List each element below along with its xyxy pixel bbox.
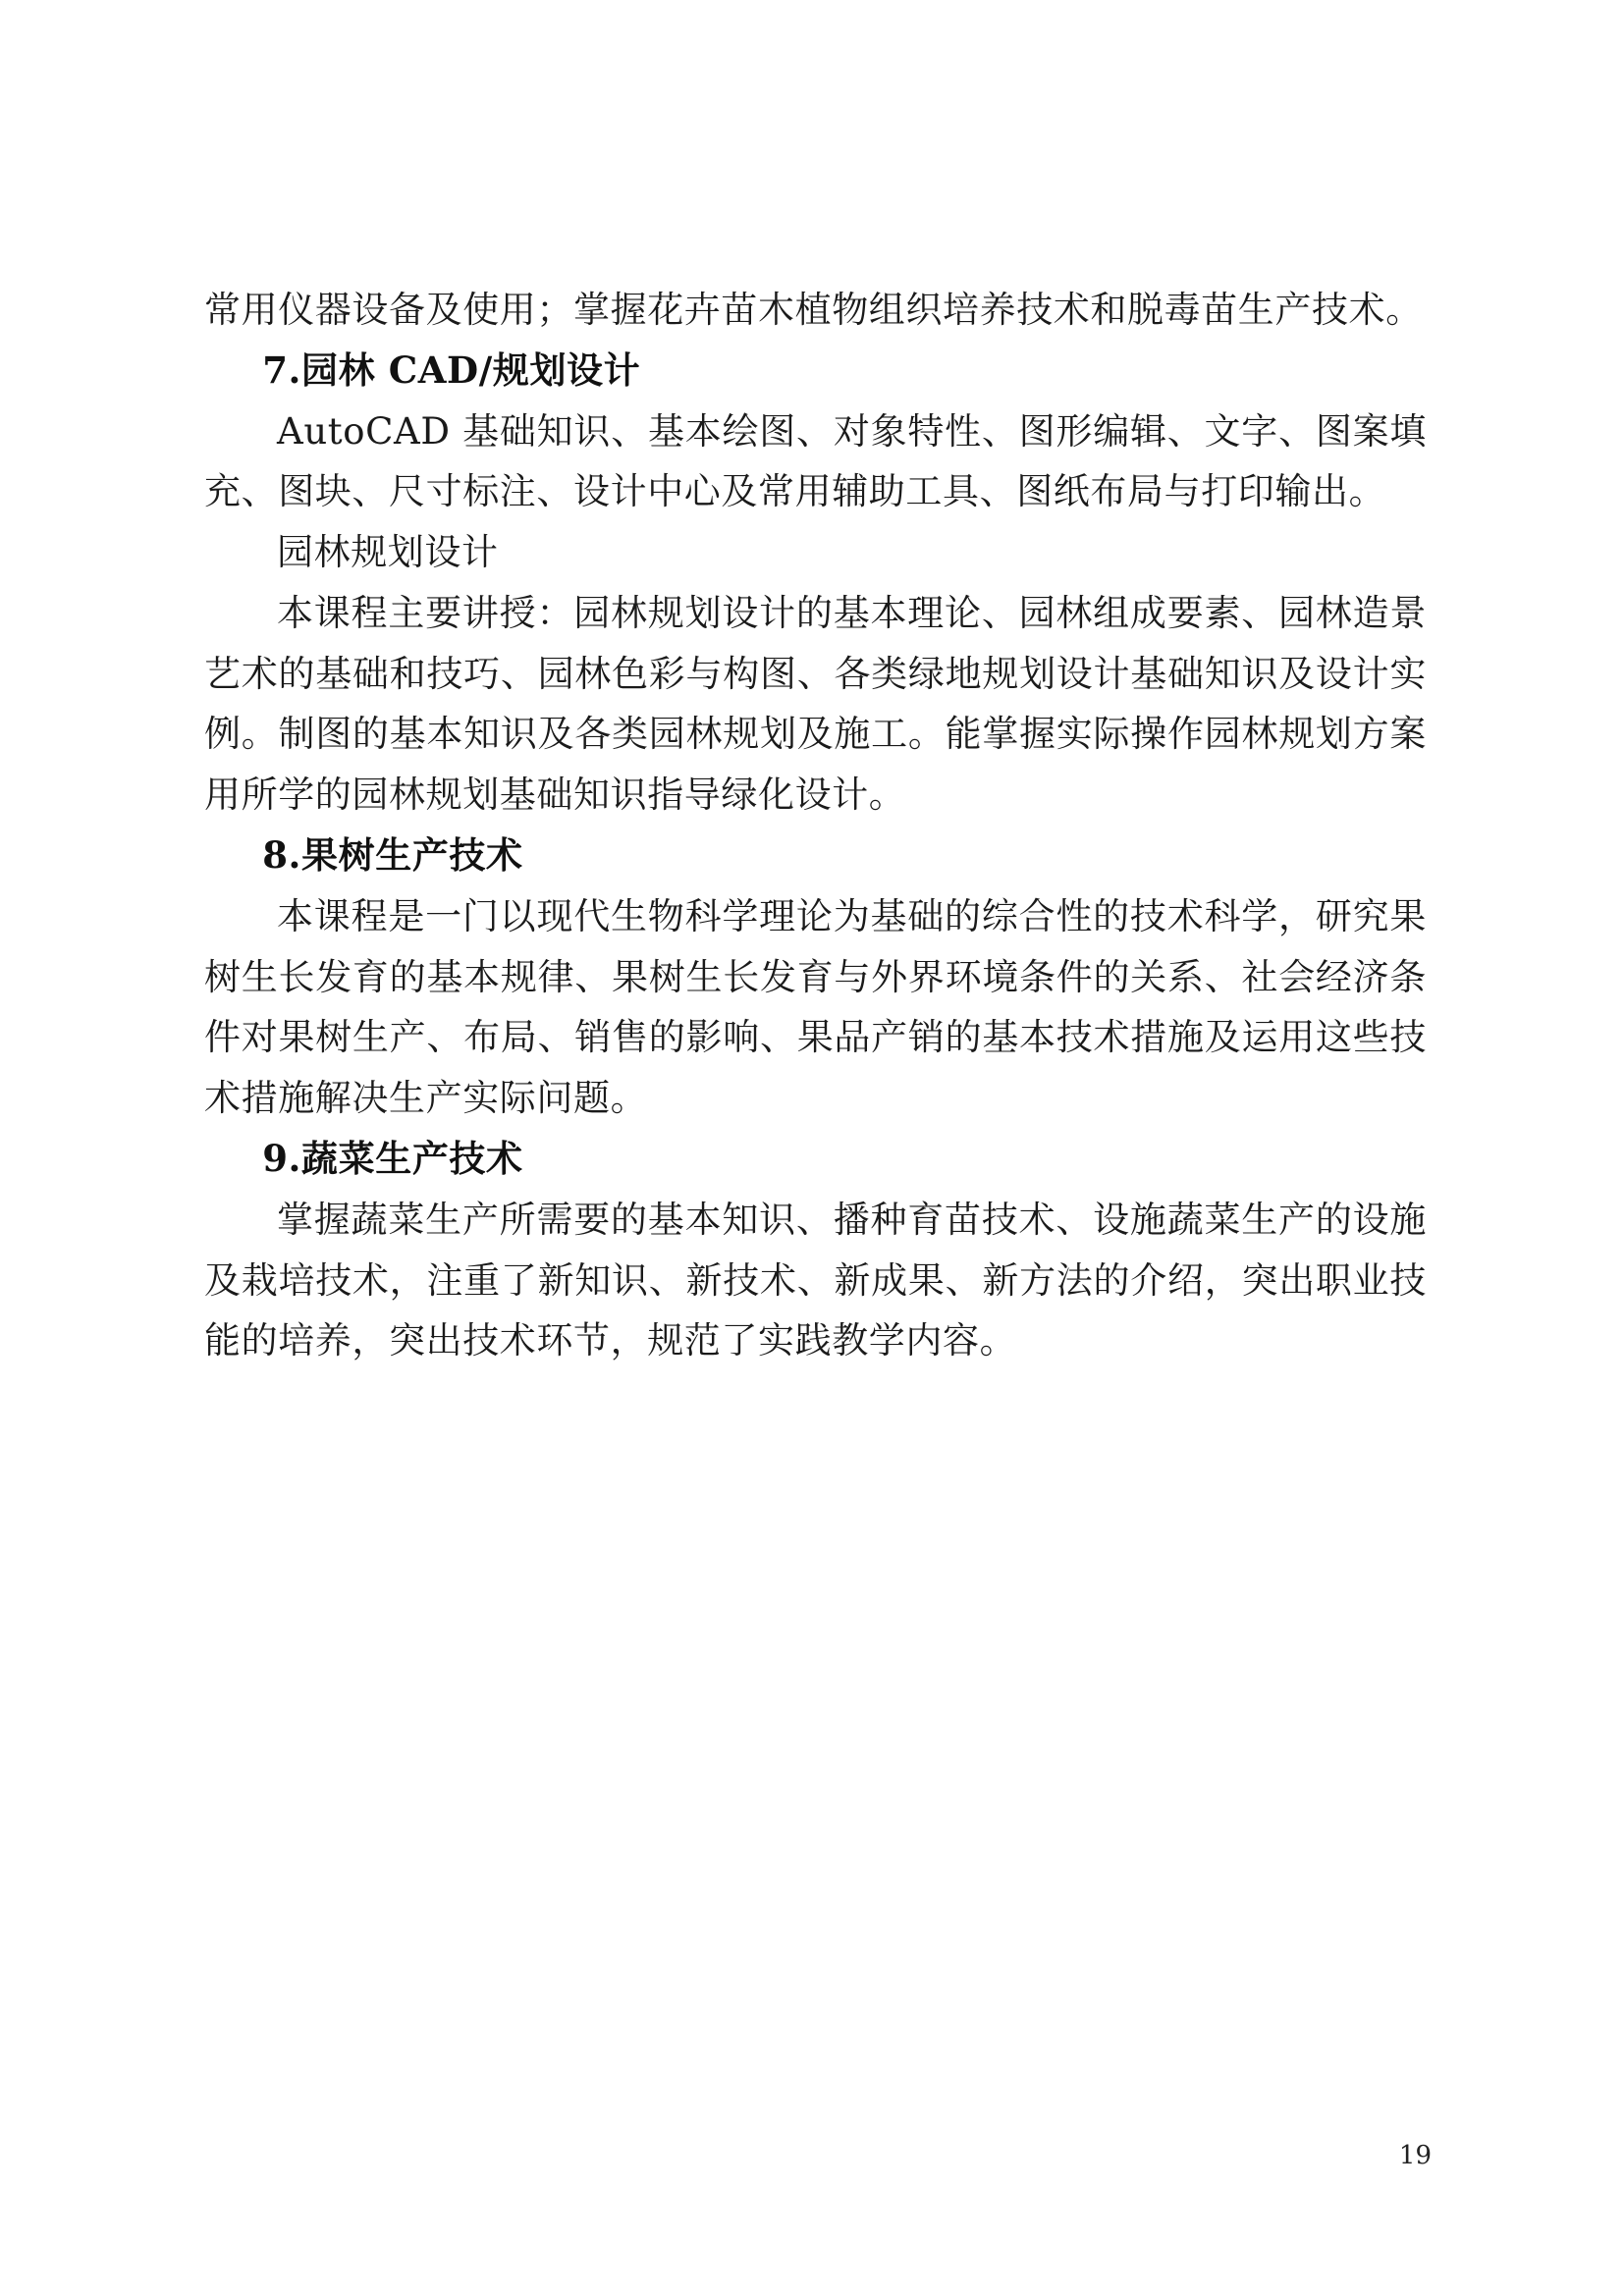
section-heading-9: 9.蔬菜生产技术 <box>262 1136 523 1180</box>
section-heading-7: 7.园林 CAD/规划设计 <box>262 347 641 392</box>
page-number: 19 <box>1398 2141 1432 2170</box>
paragraph-continuation: 常用仪器设备及使用；掌握花卉苗木植物组织培养技术和脱毒苗生产技术。 <box>204 289 1423 331</box>
page-body <box>204 280 1427 1371</box>
paragraph-landscape-planning-body: 本课程主要讲授：园林规划设计的基本理论、园林组成要素、园林造景艺术的基础和技巧、园林色彩与构图、各类绿地规划设计基础知识及设计实例。制图的基本知识及各类园林规划及施工。能掌握实际操作园林规划方案用所学的园林规划基础知识指导绿化设计。 <box>204 591 1427 817</box>
section-heading-8: 8.果树生产技术 <box>262 833 523 878</box>
paragraph-landscape-planning-title: 园林规划设计 <box>277 531 499 574</box>
paragraph-vegetable-production: 掌握蔬菜生产所需要的基本知识、播种育苗技术、设施蔬菜生产的设施及栽培技术，注重了新知识、新技术、新成果、新方法的介绍，突出职业技能的培养，突出技术环节，规范了实践教学内容。 <box>204 1198 1427 1362</box>
paragraph-fruit-tree-production: 本课程是一门以现代生物科学理论为基础的综合性的技术科学，研究果树生长发育的基本规律、果树生长发育与外界环境条件的关系、社会经济条件对果树生产、布局、销售的影响、果品产销的基本技术措施及运用这些技术措施解决生产实际问题。 <box>204 894 1427 1120</box>
paragraph-autocad: AutoCAD 基础知识、基本绘图、对象特性、图形编辑、文字、图案填充、图块、尺寸标注、设计中心及常用辅助工具、图纸布局与打印输出。 <box>204 409 1427 513</box>
